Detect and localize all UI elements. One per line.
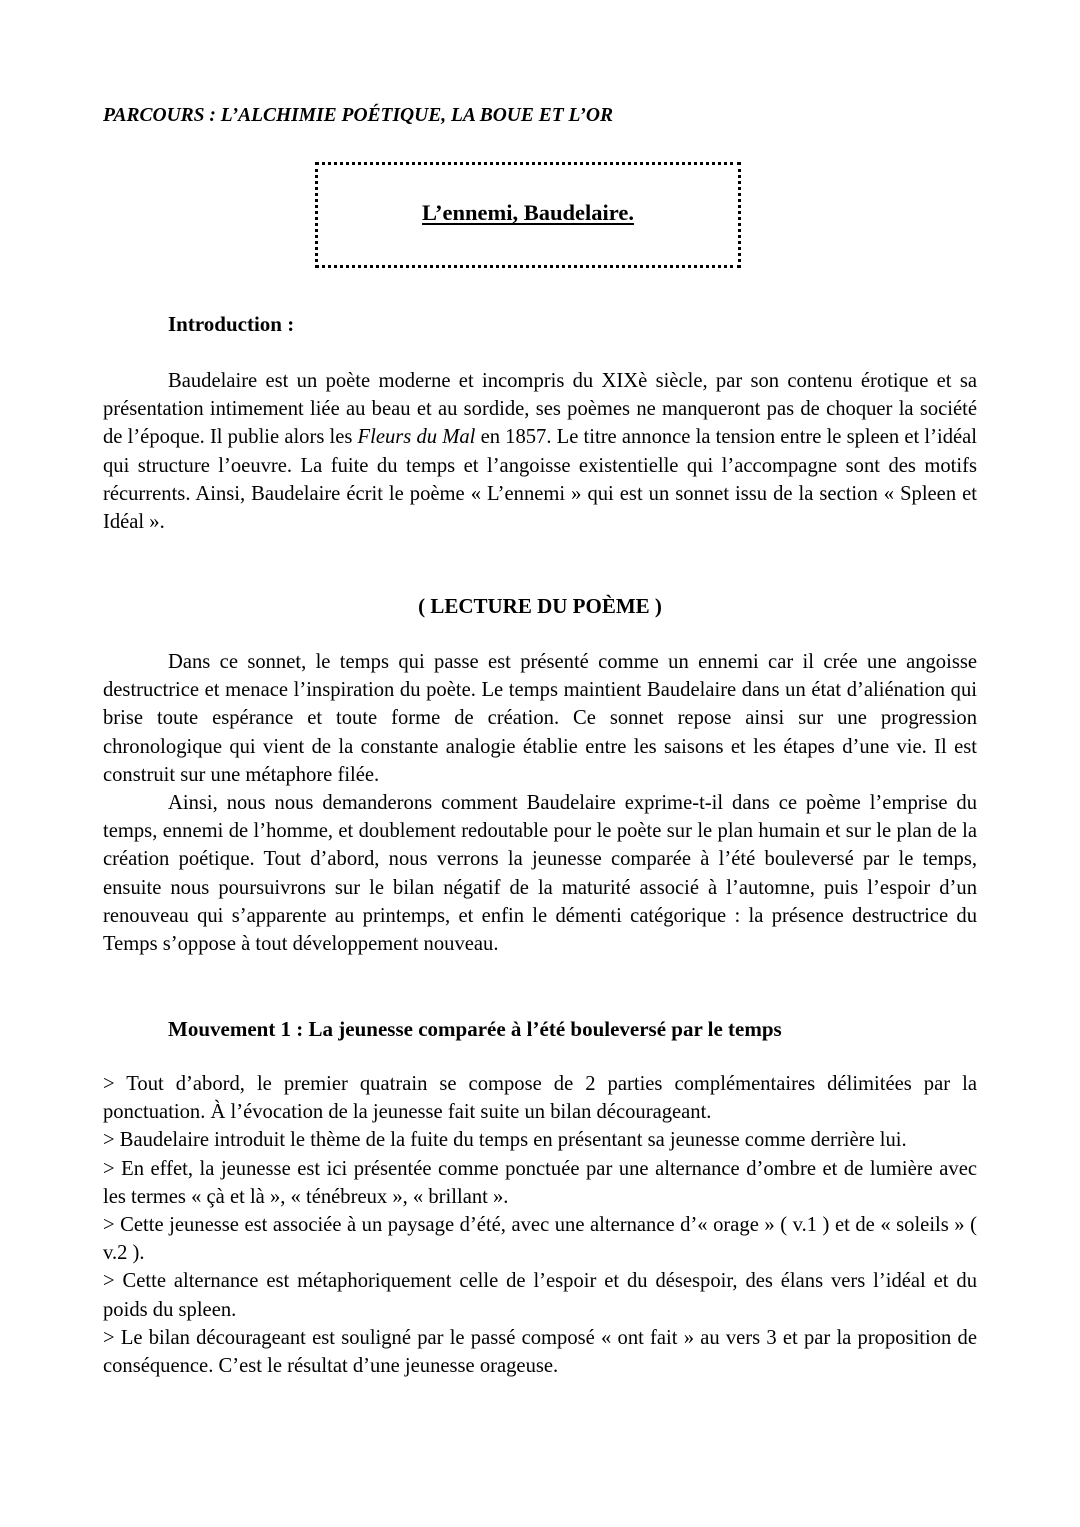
- document-title: L’ennemi, Baudelaire.: [422, 200, 634, 225]
- lecture-heading: ( LECTURE DU POÈME ): [418, 594, 662, 618]
- bullet-item: > Tout d’abord, le premier quatrain se compose de 2 parties complémentaires délimitées par la ponctuation. À l’évocation de la jeunesse fait suite un bilan décourageant.: [103, 1073, 977, 1124]
- book-title: Fleurs du Mal: [357, 426, 476, 449]
- parcours-header: PARCOURS : L’ALCHIMIE POÉTIQUE, LA BOUE ET L’OR: [103, 105, 613, 126]
- bullet-item: > En effet, la jeunesse est ici présentée comme ponctuée par une alternance d’ombre et de lumière avec les termes « çà et là », « ténébreux », « brillant ».: [103, 1157, 977, 1208]
- analysis-paragraph-2: Ainsi, nous nous demanderons comment Baudelaire exprime-t-il dans ce poème l’emprise du temps, ennemi de l’homme, et doublement redoutable pour le poète sur le plan humain et sur le plan de la création poétique. Tout d’abord, nous verrons la jeunesse comparée à l’été bouleversé par le temps, ensuite nous poursuivrons sur le bilan négatif de la maturité associé à l’automne, puis l’espoir d’un renouveau qui s’apparente au printemps, et enfin le démenti catégorique : la présence destructrice du Temps s’oppose à tout développement nouveau.: [103, 792, 977, 956]
- movement-1-bullets: [103, 1070, 977, 1380]
- intro-text-after: en 1857. Le titre annonce la tension entre le spleen et l’idéal qui structure l’oeuvre. La fuite du temps et l’angoisse existentielle qui l’accompagne sont des motifs récurrents. Ainsi, Baudelaire écrit le poème « L’ennemi » qui est un sonnet issu de la section « Spleen et Idéal ».: [103, 426, 977, 534]
- introduction-paragraph: [103, 367, 977, 536]
- bullet-item: > Cette alternance est métaphoriquement celle de l’espoir et du désespoir, des élans vers l’idéal et du poids du spleen.: [103, 1270, 977, 1321]
- intro-text-before: Baudelaire est un poète moderne et incompris du XIXè siècle, par son contenu érotique et sa présentation intimement liée au beau et au sordide, ses poèmes ne manqueront pas de choquer la société de l’époque. Il publie alors les: [103, 370, 977, 449]
- introduction-heading: Introduction :: [168, 312, 295, 336]
- bullet-item: > Baudelaire introduit le thème de la fuite du temps en présentant sa jeunesse comme derrière lui.: [103, 1129, 907, 1152]
- analysis-paragraph-1: Dans ce sonnet, le temps qui passe est présenté comme un ennemi car il crée une angoisse destructrice et menace l’inspiration du poète. Le temps maintient Baudelaire dans un état d’aliénation qui brise toute espérance et toute forme de création. Ce sonnet repose ainsi sur une progression chronologique qui vient de la constante analogie établie entre les saisons et les étapes d’une vie. Il est construit sur une métaphore filée.: [103, 651, 977, 786]
- bullet-item: > Le bilan décourageant est souligné par le passé composé « ont fait » au vers 3 et par la proposition de conséquence. C’est le résultat d’une jeunesse orageuse.: [103, 1326, 977, 1378]
- bullet-item: > Cette jeunesse est associée à un paysage d’été, avec une alternance d’« orage » ( v.1 ) et de « soleils » ( v.2 ).: [103, 1214, 977, 1265]
- movement-1-heading: Mouvement 1 : La jeunesse comparée à l’été bouleversé par le temps: [168, 1017, 782, 1041]
